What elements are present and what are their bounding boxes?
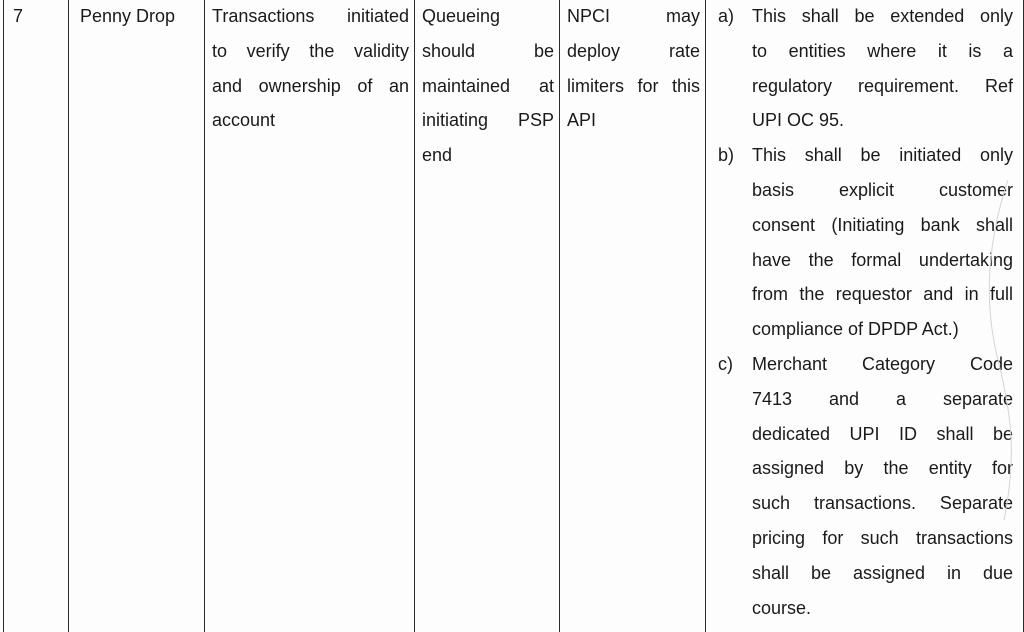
queueing-line: Queueing: [422, 6, 501, 26]
api-name-cell: [69, 0, 205, 632]
rate-limit-line: NPCI may: [567, 6, 700, 26]
queueing-line: should be: [422, 40, 554, 61]
remark-line: 7413 and a separate: [752, 388, 1013, 409]
queueing-line: maintained at: [422, 75, 554, 96]
rate-limit-line: deploy rate: [567, 40, 700, 61]
row-number: 7: [13, 6, 24, 26]
document-table: [3, 0, 1024, 632]
queueing-cell: [415, 0, 560, 632]
remark-line: UPI OC 95.: [752, 110, 845, 131]
remark-marker: b): [718, 145, 735, 166]
remark-line: pricing for such transactions: [752, 527, 1013, 548]
api-name: Penny Drop: [80, 6, 176, 26]
description-cell: [205, 0, 415, 632]
rate-limit-line: limiters for this: [567, 75, 700, 96]
description-line: to verify the validity: [212, 40, 409, 61]
row-number-cell: [4, 0, 69, 632]
remark-marker: a): [718, 6, 735, 26]
remark-line: course.: [752, 597, 812, 618]
remark-line: have the formal undertaking: [752, 249, 1013, 270]
remark-line: regulatory requirement. Ref: [752, 75, 1013, 96]
queueing-line: initiating PSP: [422, 110, 554, 131]
remark-line: assigned by the entity for: [752, 458, 1013, 479]
description-line: Transactions initiated: [212, 6, 409, 26]
remark-line: This shall be extended only: [752, 6, 1013, 26]
queueing-line: end: [422, 145, 453, 166]
remark-item-b: [718, 138, 1013, 347]
remark-item-c: [718, 347, 1013, 625]
remark-line: Merchant Category Code: [752, 353, 1013, 374]
remark-line: from the requestor and in full: [752, 284, 1013, 305]
table-row: [4, 0, 1024, 632]
remark-line: shall be assigned in due: [752, 562, 1013, 583]
rate-limit-cell: [560, 0, 706, 632]
remark-line: This shall be initiated only: [752, 145, 1013, 166]
rate-limit-line: API: [567, 110, 597, 131]
remark-marker: c): [718, 353, 733, 374]
remark-line: to entities where it is a: [752, 40, 1013, 61]
description-line: and ownership of an: [212, 75, 409, 96]
remark-line: compliance of DPDP Act.): [752, 319, 959, 340]
description-line: account: [212, 110, 276, 131]
remark-line: dedicated UPI ID shall be: [752, 423, 1013, 444]
remarks-cell: [706, 0, 1024, 632]
remark-line: such transactions. Separate: [752, 493, 1013, 514]
remark-line: basis explicit customer: [752, 179, 1013, 200]
remark-line: consent (Initiating bank shall: [752, 214, 1013, 235]
remark-item-a: [718, 0, 1013, 138]
